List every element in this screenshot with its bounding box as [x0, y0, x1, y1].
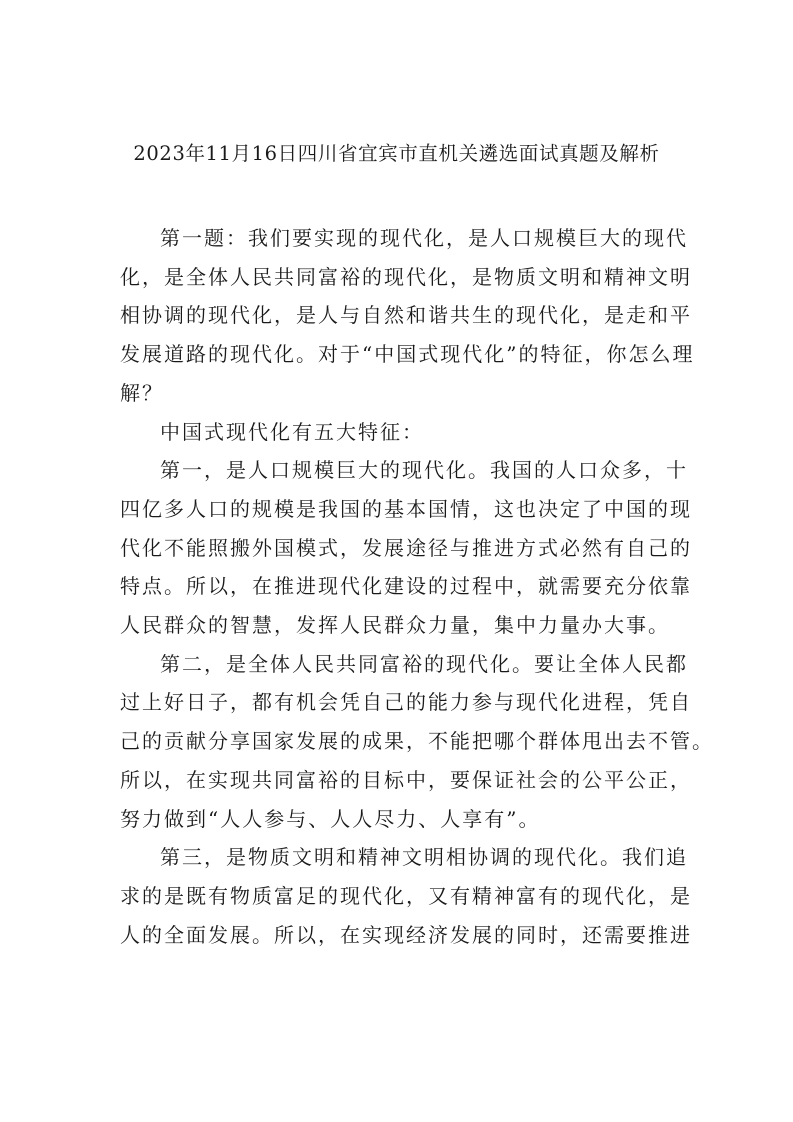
text-line: 过上好日子，都有机会凭自己的能力参与现代化进程，凭自	[120, 690, 692, 715]
text-line: 人民群众的智慧，发挥人民群众力量，集中力量办大事。	[120, 613, 670, 638]
paragraph-feature-2	[120, 645, 714, 839]
text-line: 求的是既有物质富足的现代化，又有精神富有的现代化，是	[120, 883, 692, 908]
document-title: 2023年11月16日四川省宜宾市直机关遴选面试真题及解析	[133, 142, 660, 165]
paragraph-feature-3	[120, 838, 692, 954]
text-line: 第一题：我们要实现的现代化，是人口规模巨大的现代	[160, 226, 688, 250]
text-line: 相协调的现代化，是人与自然和谐共生的现代化，是走和平	[120, 303, 692, 328]
text-line: 人的全面发展。所以，在实现经济发展的同时，还需要推进	[120, 922, 692, 947]
text-line: 所以，在实现共同富裕的目标中，要保证社会的公平公正，	[120, 767, 692, 792]
text-line: 第二，是全体人民共同富裕的现代化。要让全体人民都	[160, 651, 688, 676]
text-line: 第三，是物质文明和精神文明相协调的现代化。我们追	[160, 845, 688, 870]
text-line: 发展道路的现代化。对于“中国式现代化”的特征，你怎么理	[120, 342, 695, 367]
text-line: 解？	[120, 380, 164, 405]
paragraph-question-1	[120, 219, 695, 413]
text-line: 第一，是人口规模巨大的现代化。我国的人口众多，十	[160, 458, 688, 483]
document-body	[120, 219, 714, 954]
paragraph-intro	[120, 413, 683, 452]
text-line: 化，是全体人民共同富裕的现代化，是物质文明和精神文明	[120, 264, 692, 289]
paragraph-feature-1	[120, 451, 692, 645]
text-line: 特点。所以，在推进现代化建设的过程中，就需要充分依靠	[120, 574, 692, 599]
text-line: 中国式现代化有五大特征：	[160, 419, 424, 444]
text-line: 己的贡献分享国家发展的成果，不能把哪个群体甩出去不管。	[120, 729, 714, 754]
text-line: 代化不能照搬外国模式，发展途径与推进方式必然有自己的	[120, 535, 692, 560]
text-line: 努力做到“人人参与、人人尽力、人享有”。	[120, 806, 541, 831]
text-line: 四亿多人口的规模是我国的基本国情，这也决定了中国的现	[120, 496, 692, 521]
